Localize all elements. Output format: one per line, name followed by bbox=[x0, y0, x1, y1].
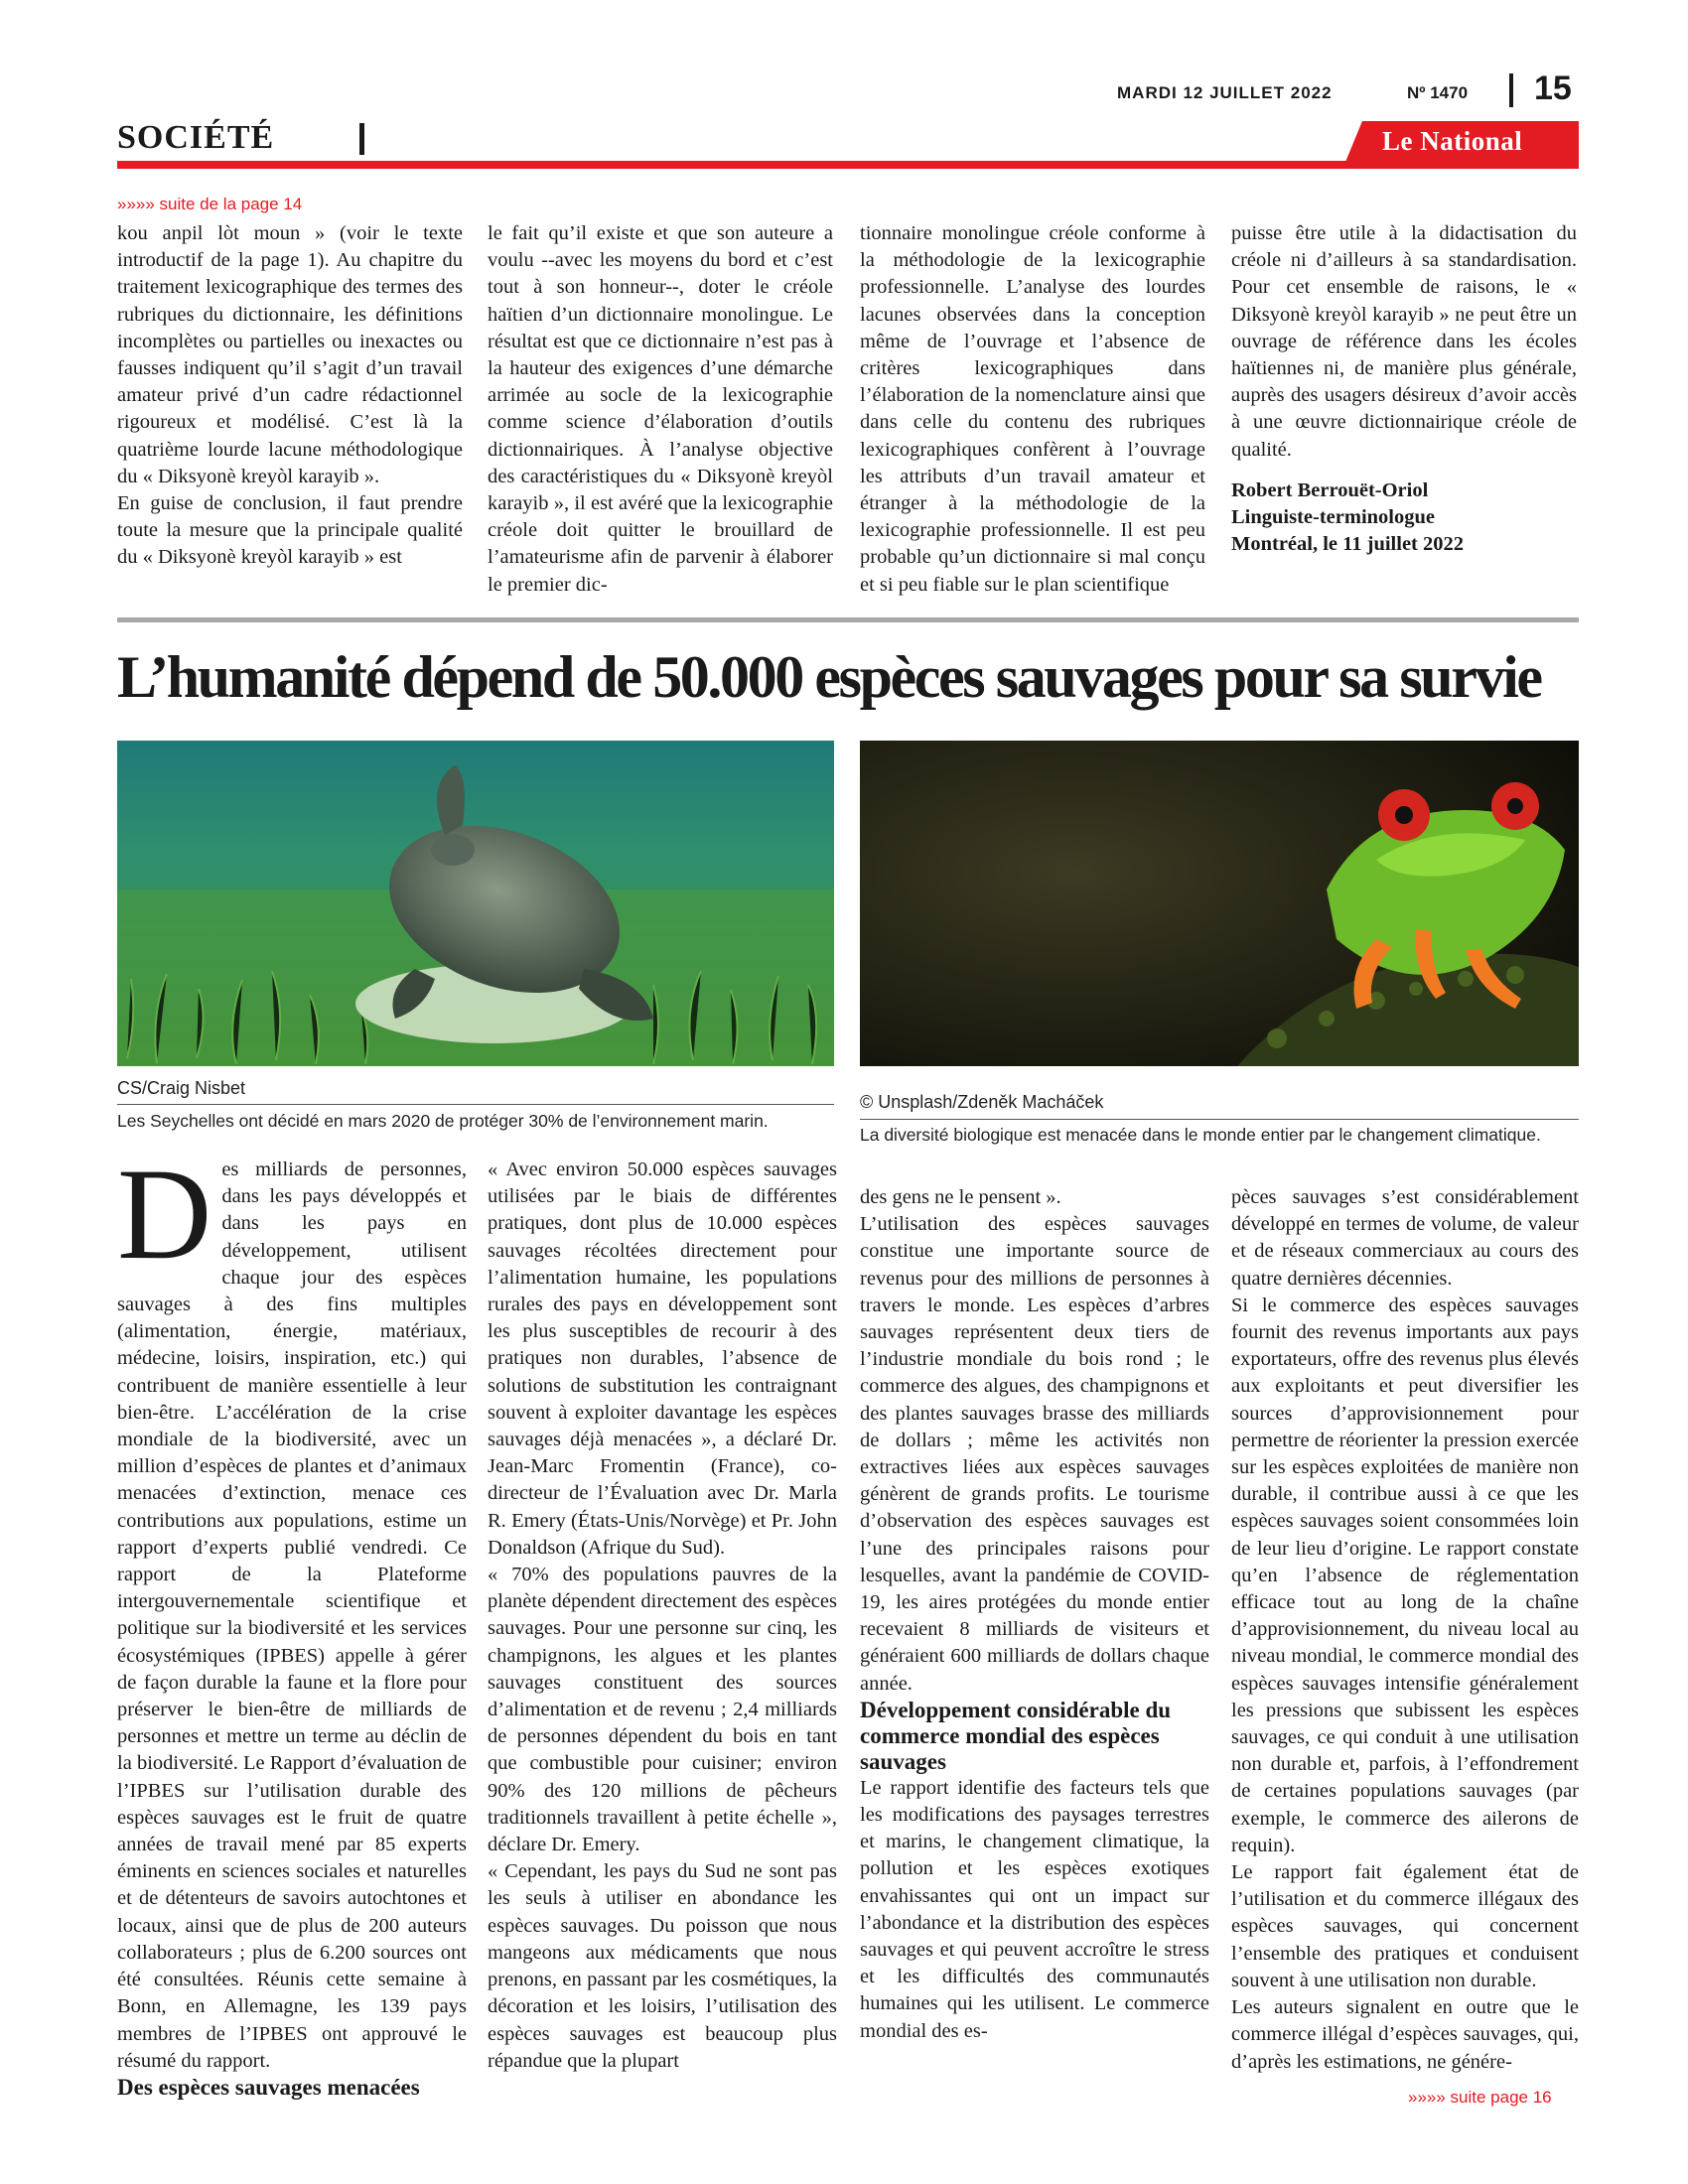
photo-credit-1: CS/Craig Nisbet bbox=[117, 1078, 246, 1098]
paragraph: tionnaire monolingue créole conforme à la méthodologie de la lexicographie professionnelle. L’analyse des lourdes lacunes observées dans la conception même de l’ouvrage et l’absence de critères lexicographiques dans l’élaboration de la nomenclature ainsi que dans celle du contenu des rubriques lexicographiques confèrent à l’ouvrage les attributs d’un travail amateur et étranger à la méthodologie de la lexicographie professionnelle. Il est peu probable qu’un dictionnaire si mal conçu et si peu fiable sur le plan scientifique bbox=[860, 222, 1205, 596]
paragraph: Si le commerce des espèces sauvages fournit des revenus importants aux pays exportateurs, offre des revenus plus élevés aux exploitants et peut diversifier les sources d’approvisionnement pour permettre de réorienter la pression exercée sur les espèces exploitées de manière non durable, il contribue aussi à ce que les espèces sauvages soient consommées loin de leur lieu d’origine. Le rapport constate qu’en l’absence de réglementation efficace tout au long de la chaîne d’approvisionnement, du niveau local au niveau mondial, le commerce mondial des espèces sauvages intensifie généralement les pressions que subissent les espèces sauvages, ce qui conduit à une utilisation non durable et, parfois, à l’effondrement de certaines populations sauvages (par exemple, le commerce des ailerons de requin). bbox=[1231, 1294, 1579, 1856]
prev-article-column-1 bbox=[117, 220, 463, 596]
article-column-2 bbox=[488, 1157, 837, 2110]
issue-date: MARDI 12 JUILLET 2022 bbox=[1117, 83, 1333, 102]
header-divider bbox=[1509, 73, 1513, 107]
paragraph: Les auteurs signalent en outre que le commerce illégal d’espèces sauvages, qui, d’après les estimations, ne génére- bbox=[1231, 1996, 1579, 2073]
caption-rule-2 bbox=[860, 1119, 1579, 1120]
drop-cap: D bbox=[117, 1157, 212, 1287]
paragraph: pèces sauvages s’est considérablement développé en termes de volume, de valeur et de réseaux commerciaux au cours des quatre dernières décennies. bbox=[1231, 1186, 1579, 1290]
section-title: SOCIÉTÉ bbox=[117, 119, 275, 156]
continued-to-label: »»»» suite page 16 bbox=[1408, 2088, 1552, 2107]
paragraph: kou anpil lòt moun » (voir le texte introductif de la page 1). Au chapitre du traitement lexicographique des termes des rubriques du dictionnaire, les définitions incomplètes ou partielles ou inexactes ou fausses indiquent qu’il s’agit d’un travail amateur privé d’un cadre rédactionnel rigoureux et modélisé. C’est là la quatrième lourde lacune méthodologique du « Diksyonè kreyòl karayib ». bbox=[117, 222, 463, 487]
paragraph: Le rapport identifie des facteurs tels que les modifications des paysages terrestres et marins, le changement climatique, la pollution et les espèces exotiques envahissantes qui ont un impact sur l’abondance et la distribution des espèces sauvages et qui peuvent accroître le stress et les difficultés des communautés humaines qui les utilisent. Le commerce mondial des es- bbox=[860, 1776, 1209, 2042]
tree-frog-photo bbox=[860, 741, 1579, 1066]
subheading: Des espèces sauvages menacées bbox=[117, 2074, 420, 2100]
author-signature bbox=[1231, 478, 1577, 558]
section-divider bbox=[359, 123, 364, 155]
prev-article-column-4 bbox=[1231, 220, 1577, 596]
paragraph: « Cependant, les pays du Sud ne sont pas les seuls à utiliser en abondance les espèces sauvages. Du poisson que nous mangeons aux médicaments que nous prenons, en passant par les cosmétiques, la décoration et les loisirs, l’utilisation des espèces sauvages est beaucoup plus répandue que la plupart bbox=[488, 1860, 837, 2072]
paragraph: le fait qu’il existe et que son auteure a voulu --avec les moyens du bord et c’est tout à son honneur--, doter le créole haïtien d’un dictionnaire monolingue. Le résultat est que ce dictionnaire n’est pas à la hauteur des exigences d’une démarche arrimée au socle de la lexicographie comme science d’élaboration d’outils dictionnairiques. À l’analyse objective des caractéristiques du « Diksyonè kreyòl karayib », il est avéré que la lexicographie créole doit quitter le brouillard de l’amateurisme afin de parvenir à élaborer le premier dic- bbox=[488, 222, 833, 596]
prev-article-column-3 bbox=[860, 220, 1205, 596]
paragraph: Le rapport fait également état de l’utilisation et du commerce illégaux des espèces sauvages, qui concernent l’ensemble des pratiques et conduisent souvent à une utilisation non durable. bbox=[1231, 1861, 1579, 1991]
paragraph: En guise de conclusion, il faut prendre toute la mesure que la principale qualité du « Diksyonè kreyòl karayib » est bbox=[117, 492, 463, 569]
article-column-1 bbox=[117, 1157, 467, 2110]
issue-number: Nº 1470 bbox=[1407, 83, 1469, 102]
photo-caption-2: La diversité biologique est menacée dans le monde entier par le changement climatique. bbox=[860, 1125, 1541, 1145]
prev-article-column-2 bbox=[488, 220, 833, 596]
paragraph: L’utilisation des espèces sauvages constitue une importante source de revenus pour des millions de personnes à travers le monde. Les espèces d’arbres sauvages représentent deux tiers de l’industrie mondiale du bois rond ; le commerce des algues, des champignons et des plantes sauvages brasse des milliards de dollars ; même les activités non extractives liées aux espèces sauvages génèrent de grands profits. Le tourisme d’observation des espèces sauvages est l’une des principales raisons pour lesquelles, avant la pandémie de COVID-19, les aires protégées du monde entier recevaient 8 milliards de visiteurs et généraient 600 milliards de dollars chaque année. bbox=[860, 1213, 1209, 1695]
article-divider bbox=[117, 617, 1579, 622]
author-title: Linguiste-terminologue bbox=[1231, 505, 1435, 528]
subheading: Développement considérable du commerce mondial des espèces sauvages bbox=[860, 1697, 1172, 1774]
paragraph: puisse être utile à la didactisation du créole ni d’ailleurs à sa standardisation. Pour cet ensemble de raisons, le « Diksyonè kreyòl karayib » ne peut être un ouvrage de référence dans les écoles haïtiennes ni, de manière plus générale, auprès des usagers désireux d’avoir accès à une œuvre dictionnairique créole de qualité. bbox=[1231, 222, 1577, 461]
article-column-3 bbox=[860, 1184, 1209, 2113]
paragraph: « Avec environ 50.000 espèces sauvages utilisées par le biais de différentes pratiques, dont plus de 10.000 espèces sauvages récoltées directement pour l’alimentation humaine, les populations rurales des pays en développement sont les plus susceptibles de recourir à des pratiques non durables, l’absence de solutions de substitution les contraignant souvent à exploiter davantage les espèces sauvages déjà menacées », a déclaré Dr. Jean-Marc Fromentin (France), co-directeur de l’Évaluation avec Dr. Marla R. Emery (États-Unis/Norvège) et Pr. John Donaldson (Afrique du Sud). bbox=[488, 1159, 837, 1559]
caption-rule-1 bbox=[117, 1104, 834, 1105]
paragraph: « 70% des populations pauvres de la planète dépendent directement des espèces sauvages. Pour une personne sur cinq, les champignons, les algues et les plantes sauvages constituent des sources d’alimentation et de revenu ; 2,4 milliards de personnes dépendent du bois en tant que combustible pour cuisiner; environ 90% des 120 millions de pêcheurs traditionnels travaillent à petite échelle », déclare Dr. Emery. bbox=[488, 1564, 837, 1856]
headline: L’humanité dépend de 50.000 espèces sauvages pour sa survie bbox=[117, 644, 1541, 710]
author-name: Robert Berrouët-Oriol bbox=[1231, 478, 1429, 501]
photo-credit-2: © Unsplash/Zdeněk Macháček bbox=[860, 1092, 1104, 1112]
page-number: 15 bbox=[1534, 69, 1572, 107]
paragraph: des gens ne le pensent ». bbox=[860, 1186, 1061, 1208]
article-column-4 bbox=[1231, 1184, 1579, 2113]
signature-place-date: Montréal, le 11 juillet 2022 bbox=[1231, 532, 1464, 555]
sea-turtle-photo bbox=[117, 741, 834, 1066]
newspaper-name: Le National bbox=[1382, 126, 1523, 156]
lead-text: es milliards de personnes, dans les pays développés et dans les pays en développement, utilisent chaque jour des espèces sauvages à des fins multiples (alimentation, énergie, matériaux, médecine, loisirs, inspiration, etc.) qui contribuent de manière essentielle à leur bien-être. L’accélération de la crise mondiale de la biodiversité, avec un million d’espèces de plantes et d’animaux menacées d’extinction, menace ces contributions aux populations, estime un rapport d’experts publié vendredi. Ce rapport de la Plateforme intergouvernementale scientifique et politique sur la biodiversité et les services écosystémiques (IPBES) appelle à gérer de façon durable la faune et la flore pour préserver le bien-être de milliards de personnes et mettre un terme au déclin de la biodiversité. Le Rapport d’évaluation de l’IPBES sur l’utilisation durable des espèces sauvages est le fruit de quatre années de travail mené par 85 experts éminents en sciences sociales et naturelles et de détenteurs de savoirs autochtones et locaux, ainsi que de plus de 200 auteurs collaborateurs ; plus de 6.200 sources ont été consultées. Réunis cette semaine à Bonn, en Allemagne, les 139 pays membres de l’IPBES ont approuvé le résumé du rapport. bbox=[117, 1159, 467, 2072]
continued-from-label: »»»» suite de la page 14 bbox=[117, 195, 303, 213]
paragraph bbox=[117, 1157, 467, 2075]
photo-caption-1: Les Seychelles ont décidé en mars 2020 de protéger 30% de l’environnement marin. bbox=[117, 1111, 769, 1131]
